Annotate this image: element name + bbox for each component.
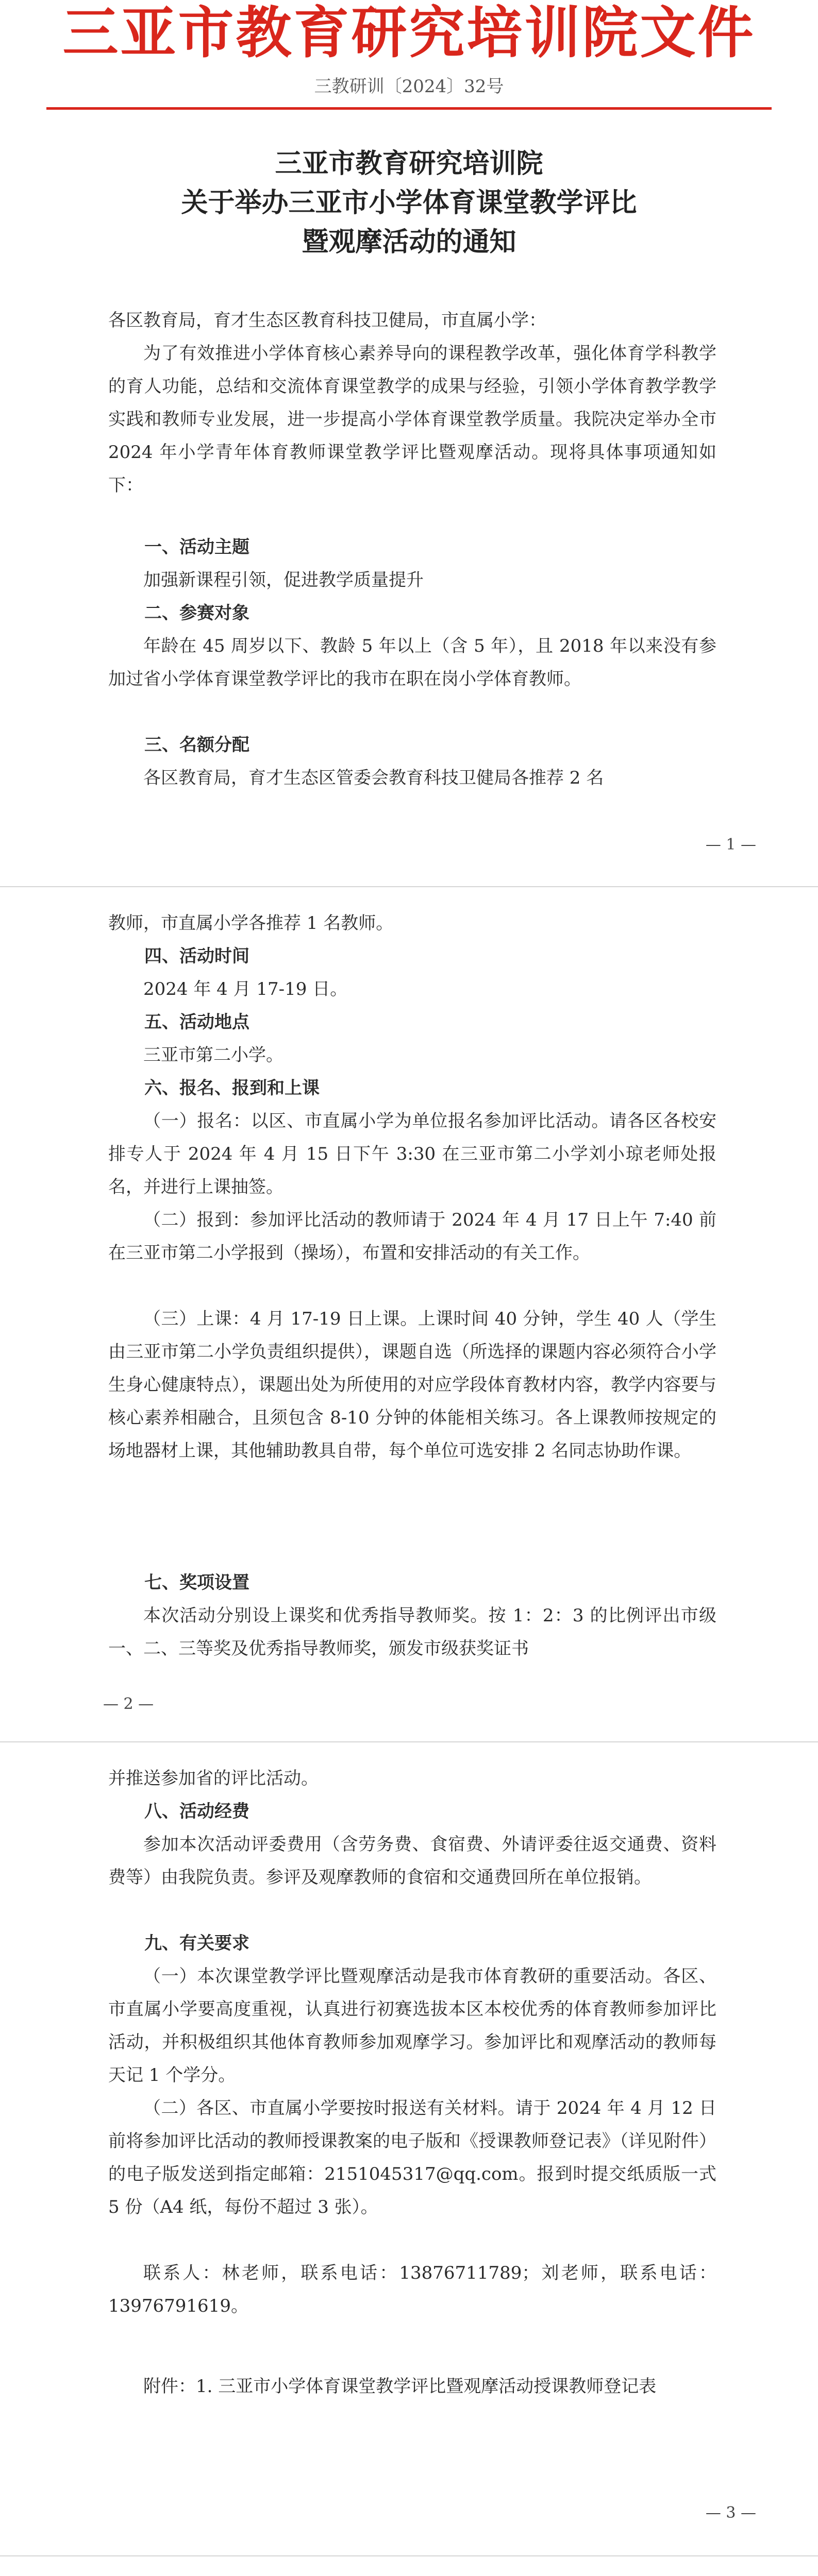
section-9-para-1: （一）本次课堂教学评比暨观摩活动是我市体育教研的重要活动。各区、市直属小学要高度重视，认真进行初赛选拔本区本校优秀的体育教师参加评比活动，并积极组织其他体育教师参加观摩学习。参加评比和观摩活动的教师每天记 1 个学分。 [108, 1966, 716, 2086]
section-9-title: 九、有关要求 [144, 1933, 249, 1954]
section-4-title: 四、活动时间 [144, 946, 249, 967]
section-2-title: 二、参赛对象 [144, 603, 249, 623]
section-3-text-b: 教师，市直属小学各推荐 1 名教师。 [108, 913, 394, 934]
notice-title-line-2: 关于举办三亚市小学体育课堂教学评比 [181, 187, 637, 218]
section-8-text: 参加本次活动评委费用（含劳务费、食宿费、外请评委往返交通费、资料费等）由我院负责。参评及观摩教师的食宿和交通费回所在单位报销。 [108, 1834, 716, 1888]
contact-info: 联系人：林老师，联系电话：13876711789；刘老师，联系电话：13976791619。 [108, 2263, 716, 2316]
notice-title-line-3: 暨观摩活动的通知 [302, 226, 516, 258]
salutation: 各区教育局，育才生态区教育科技卫健局，市直属小学： [108, 310, 546, 331]
section-7-text: 本次活动分别设上课奖和优秀指导教师奖。按 1：2：3 的比例评出市级一、二、三等奖及优秀指导教师奖，颁发市级获奖证书 [108, 1605, 716, 1659]
page-number-3: — 3 — [705, 2504, 756, 2522]
page-separator [0, 1741, 818, 1742]
section-8-title: 八、活动经费 [144, 1801, 249, 1822]
page-separator [0, 886, 818, 887]
section-5-text: 三亚市第二小学。 [143, 1045, 283, 1065]
section-7-text-b: 并推送参加省的评比活动。 [108, 1768, 319, 1789]
page-number-2: — 2 — [103, 1695, 154, 1713]
page-number-1: — 1 — [705, 836, 756, 854]
section-6-para-2: （二）报到：参加评比活动的教师请于 2024 年 4 月 17 日上午 7:40 前在三亚市第二小学报到（操场），布置和安排活动的有关工作。 [108, 1210, 716, 1263]
intro-paragraph: 为了有效推进小学体育核心素养导向的课程教学改革，强化体育学科教学的育人功能，总结和交流体育课堂教学的成果与经验，引领小学体育教学教学实践和教师专业发展，进一步提高小学体育课堂教学质量。我院决定举办全市 2024 年小学青年体育教师课堂教学评比暨观摩活动。现将具体事项通知如下： [108, 343, 716, 496]
section-2-text: 年龄在 45 周岁以下、教龄 5 年以上（含 5 年），且 2018 年以来没有参加过省小学体育课堂教学评比的我市在职在岗小学体育教师。 [108, 636, 716, 689]
section-4-text: 2024 年 4 月 17-19 日。 [143, 979, 348, 999]
section-3-title: 三、名额分配 [144, 735, 249, 755]
header-divider [46, 107, 772, 110]
document-header-title: 三亚市教育研究培训院文件 [62, 1, 756, 65]
section-1-text: 加强新课程引领，促进教学质量提升 [143, 570, 424, 590]
section-6-para-1: （一）报名：以区、市直属小学为单位报名参加评比活动。请各区各校安排专人于 2024 年 4 月 15 日下午 3:30 在三亚市第二小学刘小琼老师处报名，并进行上课抽签。 [108, 1111, 716, 1197]
page-separator [0, 2555, 818, 2556]
document-number: 三教研训〔2024〕32号 [314, 76, 504, 97]
section-7-title: 七、奖项设置 [144, 1572, 249, 1593]
section-9-para-2: （二）各区、市直属小学要按时报送有关材料。请于 2024 年 4 月 12 日前将参加评比活动的教师授课教案的电子版和《授课教师登记表》（详见附件）的电子版发送到指定邮箱：2151045317@qq.com。报到时提交纸质版一式 5 份（A4 纸，每份不超过 3 张）。 [108, 2098, 716, 2217]
section-6-para-3: （三）上课：4 月 17-19 日上课。上课时间 40 分钟，学生 40 人（学生由三亚市第二小学负责组织提供），课题自选（所选择的课题内容必须符合小学生身心健康特点），课题出处为所使用的对应学段体育教材内容，教学内容要与核心素养相融合，且须包含 8-10 分钟的体能相关练习。各上课教师按规定的场地器材上课，其他辅助教具自带，每个单位可选安排 2 名同志协助作课。 [108, 1309, 716, 1461]
section-1-title: 一、活动主题 [144, 537, 249, 557]
notice-title-line-1: 三亚市教育研究培训院 [275, 148, 543, 179]
attachment-note: 附件：1. 三亚市小学体育课堂教学评比暨观摩活动授课教师登记表 [143, 2376, 657, 2397]
section-6-title: 六、报名、报到和上课 [144, 1078, 320, 1098]
section-5-title: 五、活动地点 [144, 1012, 249, 1032]
section-3-text-a: 各区教育局，育才生态区管委会教育科技卫健局各推荐 2 名 [143, 768, 604, 788]
